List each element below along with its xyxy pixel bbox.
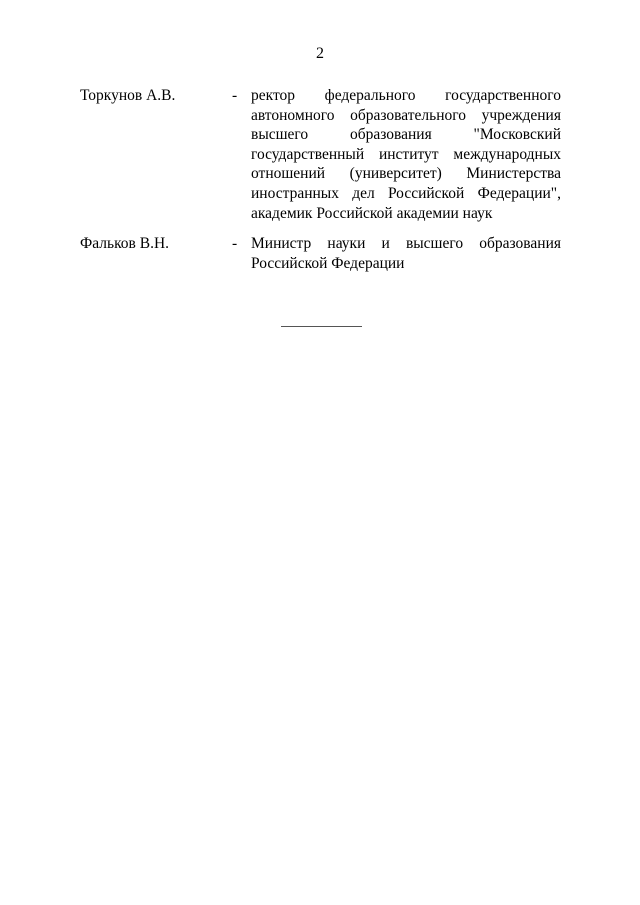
description-line: иностранных дел Российской Федерации", xyxy=(251,184,561,202)
description-line: отношений (университет) Министерства xyxy=(251,165,561,183)
member-name: Фальков В.Н. xyxy=(80,235,170,252)
description-line: ректор федерального государственного xyxy=(251,87,561,104)
member-name: Торкунов А.В. xyxy=(80,87,176,104)
entry-dash: - xyxy=(232,235,238,252)
end-separator-line xyxy=(281,326,362,327)
page-number: 2 xyxy=(316,45,324,62)
description-line: государственный институт международных xyxy=(251,145,561,163)
description-line: Министр науки и высшего образования xyxy=(251,235,561,252)
description-line: высшего образования "Московский xyxy=(251,126,561,144)
description-line: академик Российской академии наук xyxy=(251,204,493,222)
entry-dash: - xyxy=(232,87,238,104)
description-line: Российской Федерации xyxy=(251,254,405,272)
member-description xyxy=(251,86,561,223)
member-description xyxy=(251,234,561,273)
description-line: автономного образовательного учреждения xyxy=(251,106,561,124)
